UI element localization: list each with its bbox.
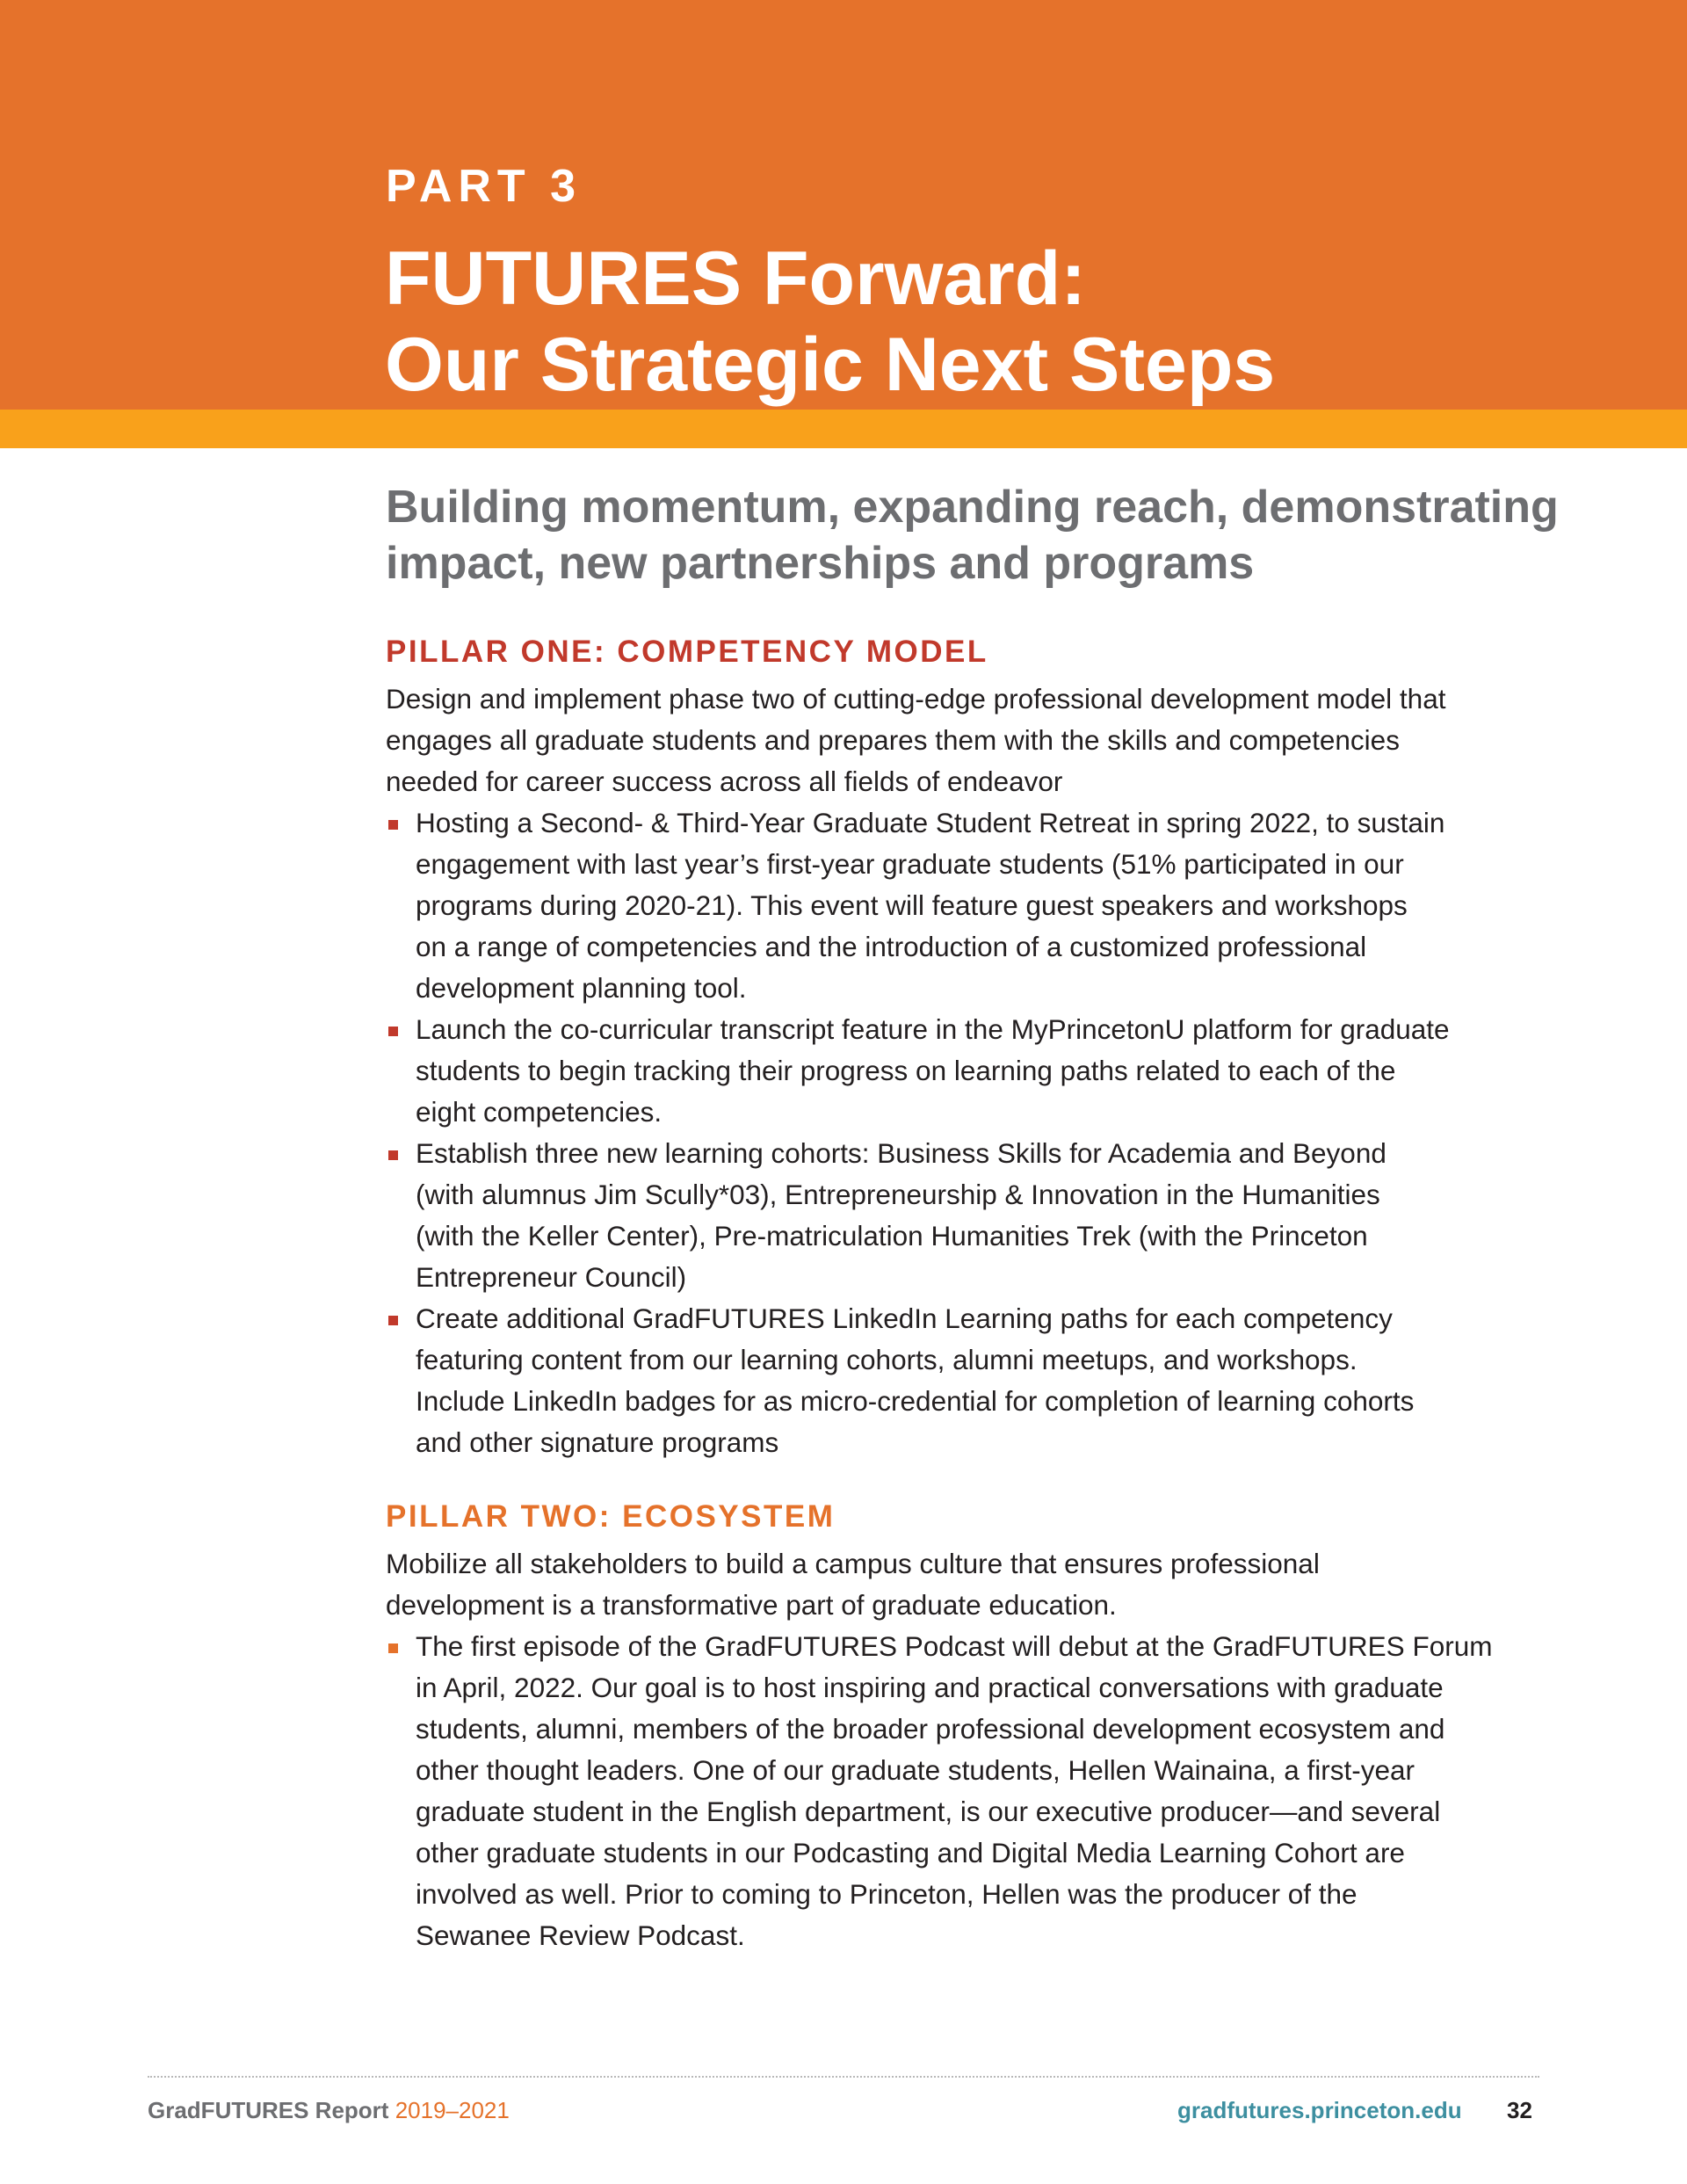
page-title-line: FUTURES Forward: — [385, 236, 1086, 321]
footer-report-years: 2019–2021 — [395, 2097, 510, 2123]
pillar-one-intro — [386, 678, 1563, 802]
square-bullet-icon — [388, 820, 398, 830]
subtitle-line: impact, new partnerships and programs — [386, 538, 1255, 589]
bullet-line: on a range of competencies and the introduction of a customized professional — [416, 931, 1367, 962]
page-title — [385, 236, 1275, 408]
bullet-line: Create additional GradFUTURES LinkedIn Learning paths for each competency — [416, 1302, 1393, 1334]
bullet-line: Hosting a Second- & Third-Year Graduate Student Retreat in spring 2022, to sustain — [416, 807, 1445, 838]
intro-line: engages all graduate students and prepares them with the skills and competencies — [386, 724, 1400, 756]
intro-line: Design and implement phase two of cutting-edge professional development model that — [386, 683, 1446, 715]
square-bullet-icon — [388, 1643, 398, 1653]
bullet-line: engagement with last year’s first-year graduate students (51% participated in our — [416, 848, 1404, 880]
bullet-line: development planning tool. — [416, 972, 747, 1004]
bullet-line: (with alumnus Jim Scully*03), Entrepreneurship & Innovation in the Humanities — [416, 1179, 1380, 1210]
footer-divider — [148, 2076, 1539, 2078]
bullet-text — [416, 1298, 1563, 1463]
header-accent-stripe — [0, 410, 1687, 448]
bullet-line: The first episode of the GradFUTURES Podcast will debut at the GradFUTURES Forum — [416, 1630, 1493, 1662]
intro-line: development is a transformative part of graduate education. — [386, 1589, 1117, 1621]
bullet-text — [416, 1009, 1563, 1133]
intro-line: Mobilize all stakeholders to build a campus culture that ensures professional — [386, 1548, 1320, 1579]
bullet-line: students, alumni, members of the broader professional development ecosystem and — [416, 1713, 1445, 1745]
bullet-item — [386, 1298, 1563, 1463]
pillar-two-section — [386, 1498, 1563, 1956]
pillar-two-bullet-list — [386, 1626, 1563, 1956]
pillar-two-heading: PILLAR TWO: ECOSYSTEM — [386, 1499, 836, 1534]
page-number: 32 — [1507, 2097, 1532, 2123]
bullet-line: students to begin tracking their progress on learning paths related to each of the — [416, 1055, 1396, 1086]
bullet-line: Sewanee Review Podcast. — [416, 1919, 745, 1951]
bullet-line: involved as well. Prior to coming to Princeton, Hellen was the producer of the — [416, 1878, 1358, 1910]
bullet-line: other thought leaders. One of our graduate students, Hellen Wainaina, a first-year — [416, 1754, 1415, 1786]
square-bullet-icon — [388, 1150, 398, 1160]
bullet-text — [416, 802, 1563, 1009]
bullet-item — [386, 1009, 1563, 1133]
bullet-line: and other signature programs — [416, 1426, 779, 1458]
footer-report-title — [148, 2095, 510, 2125]
square-bullet-icon — [388, 1316, 398, 1325]
bullet-line: eight competencies. — [416, 1096, 662, 1128]
bullet-line: other graduate students in our Podcasting and Digital Media Learning Cohort are — [416, 1837, 1405, 1868]
bullet-line: (with the Keller Center), Pre-matriculation Humanities Trek (with the Princeton — [416, 1220, 1368, 1252]
intro-line: needed for career success across all fields of endeavor — [386, 765, 1063, 797]
bullet-text — [416, 1133, 1563, 1298]
bullet-item — [386, 1626, 1563, 1956]
square-bullet-icon — [388, 1027, 398, 1036]
page-title-line: Our Strategic Next Steps — [385, 323, 1276, 407]
bullet-item — [386, 1133, 1563, 1298]
pillar-two-intro — [386, 1543, 1563, 1626]
footer-website-link[interactable]: gradfutures.princeton.edu — [1177, 2097, 1462, 2123]
bullet-line: Establish three new learning cohorts: Business Skills for Academia and Beyond — [416, 1137, 1387, 1169]
bullet-item — [386, 802, 1563, 1009]
bullet-line: Entrepreneur Council) — [416, 1261, 687, 1293]
bullet-line: programs during 2020-21). This event will feature guest speakers and workshops — [416, 889, 1408, 921]
part-label: PART 3 — [386, 161, 583, 212]
page-subtitle — [386, 479, 1598, 591]
pillar-one-section — [386, 633, 1563, 1463]
subtitle-line: Building momentum, expanding reach, demonstrating — [386, 482, 1559, 533]
bullet-line: featuring content from our learning cohorts, alumni meetups, and workshops. — [416, 1344, 1358, 1375]
pillar-one-heading: PILLAR ONE: COMPETENCY MODEL — [386, 635, 988, 669]
bullet-line: in April, 2022. Our goal is to host inspiring and practical conversations with graduate — [416, 1672, 1444, 1703]
footer-report-name: GradFUTURES Report — [148, 2097, 389, 2123]
bullet-text — [416, 1626, 1563, 1956]
bullet-line: Include LinkedIn badges for as micro-credential for completion of learning cohorts — [416, 1385, 1415, 1417]
bullet-line: Launch the co-curricular transcript feature in the MyPrincetonU platform for graduate — [416, 1013, 1450, 1045]
pillar-one-bullet-list — [386, 802, 1563, 1463]
bullet-line: graduate student in the English department, is our executive producer—and several — [416, 1796, 1441, 1827]
